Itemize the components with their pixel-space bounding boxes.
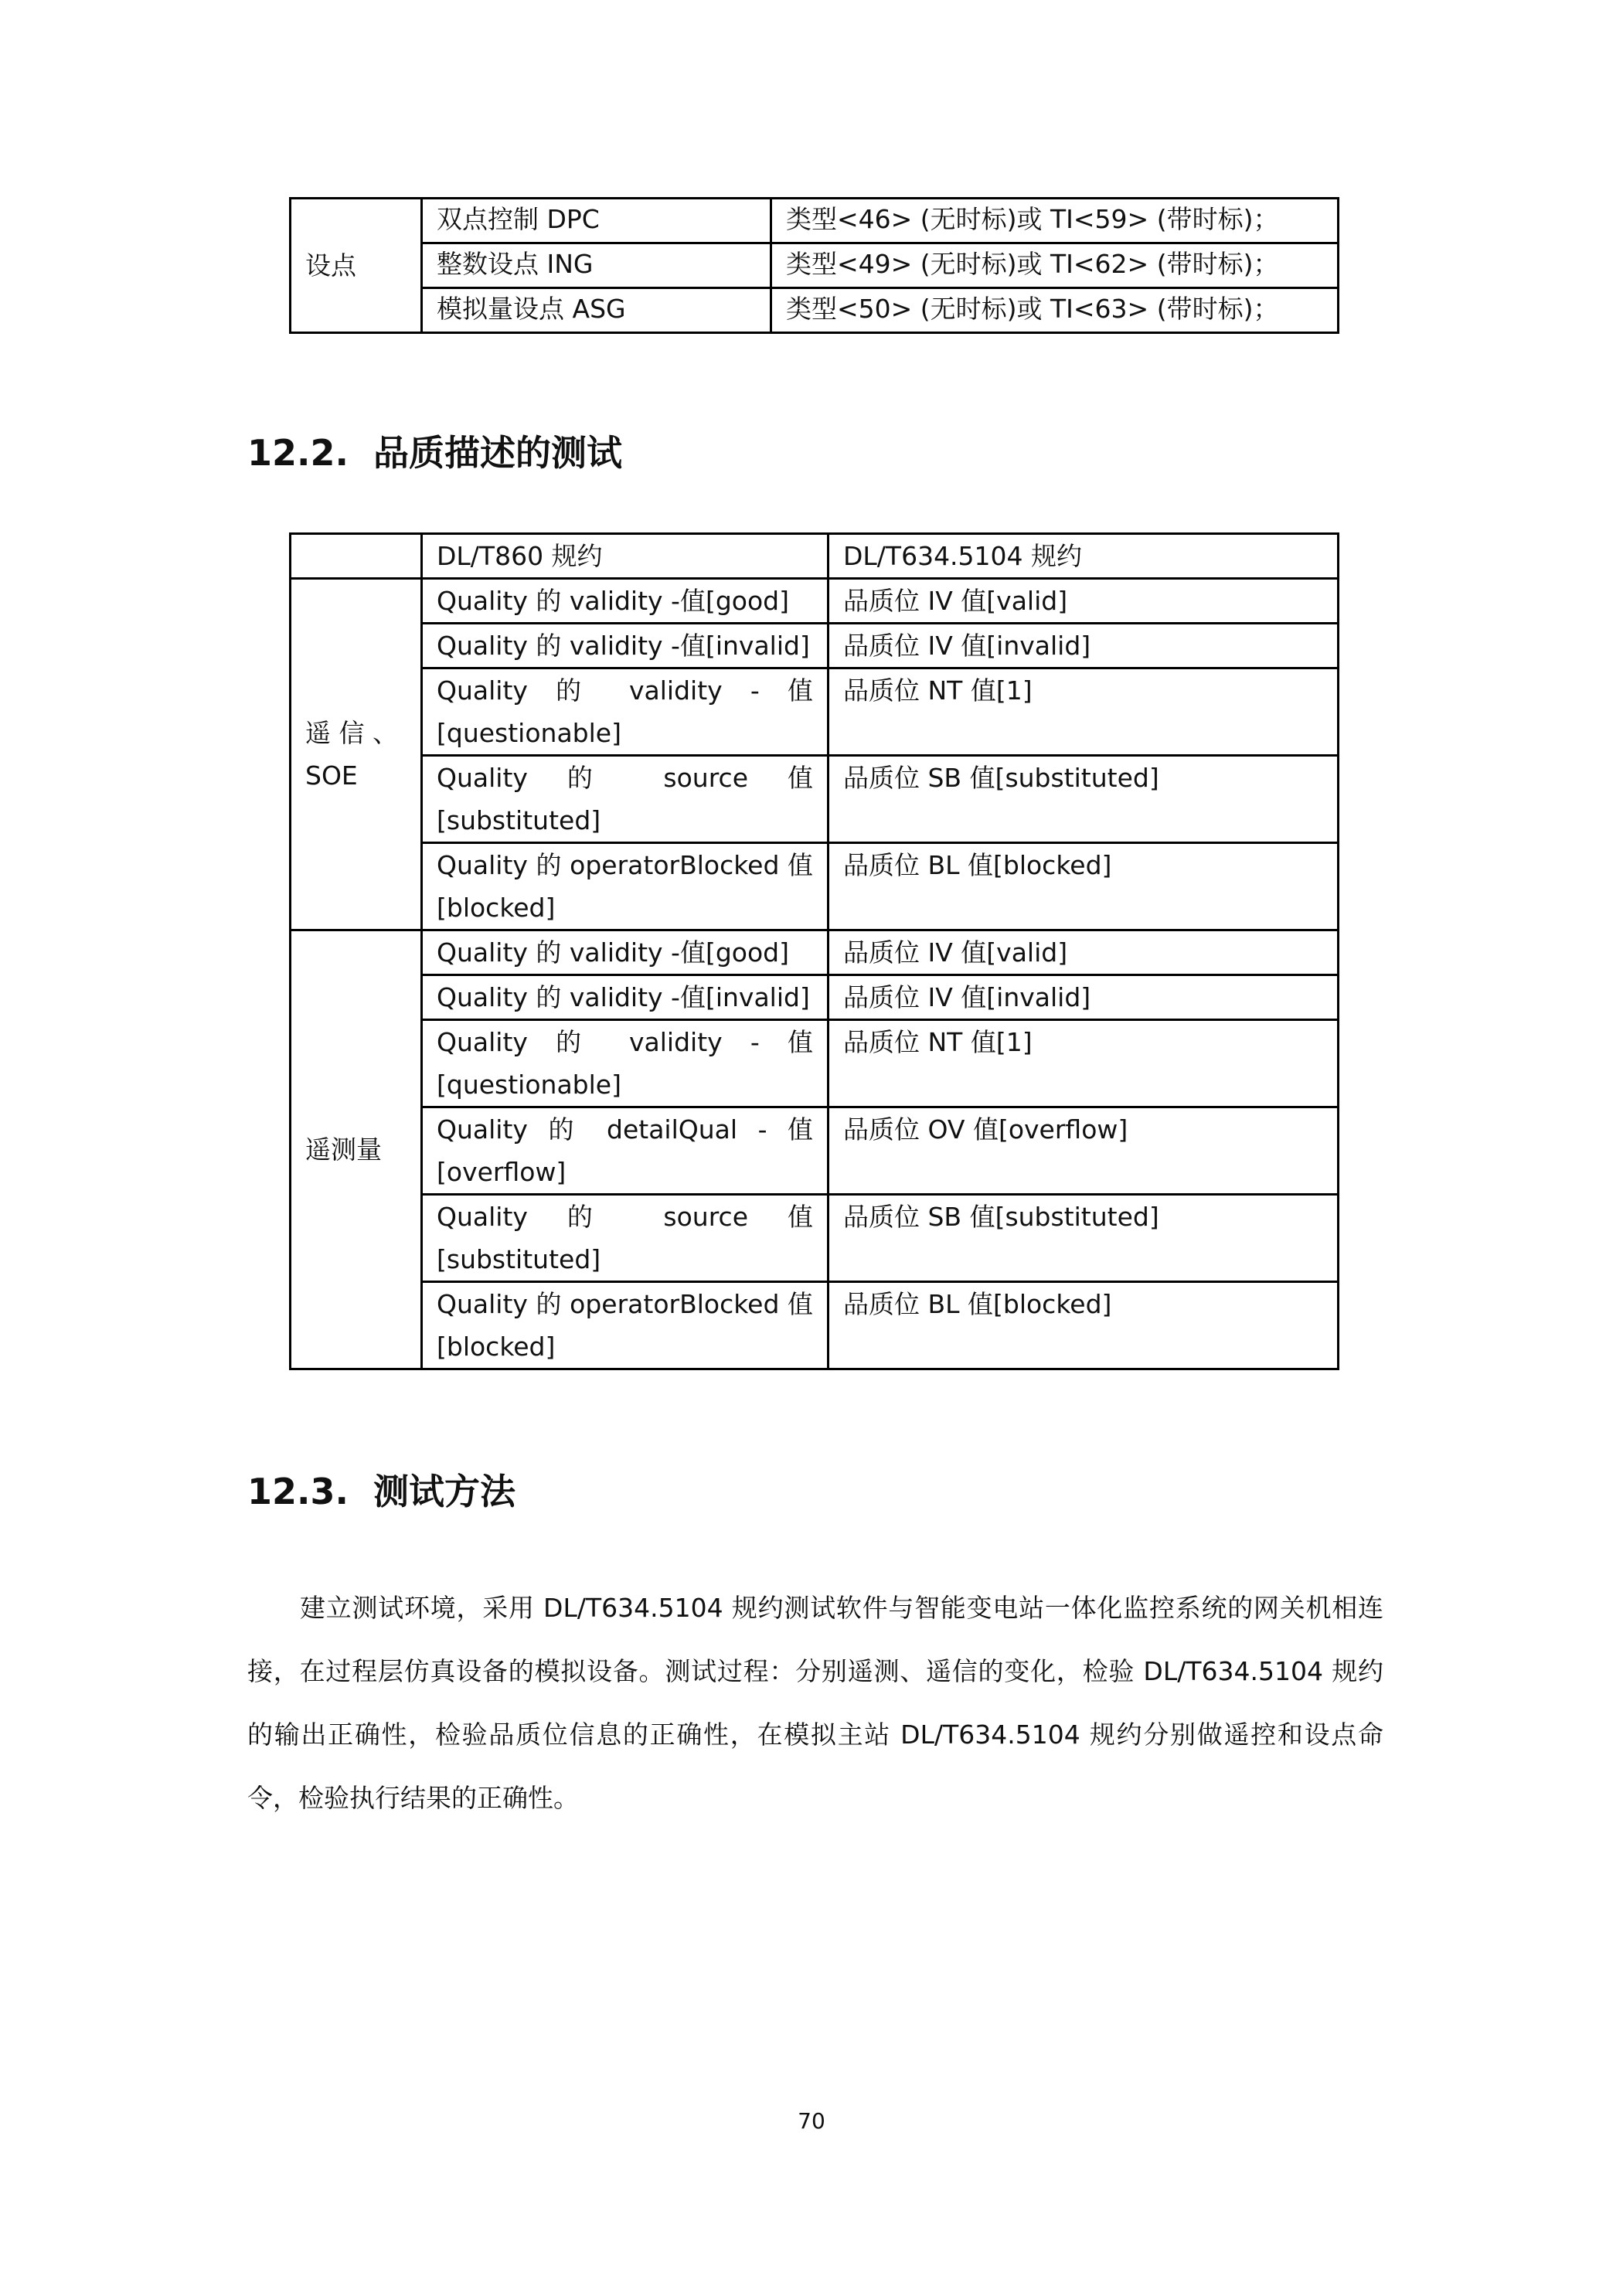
dlt634-cell: 品质位 SB 值[substituted] [829,1195,1339,1282]
setpoint-type-cell: 类型<50> (无时标)或 TI<63> (带时标)； [771,288,1339,333]
dlt860-cell: Quality 的 validity - 值 [questionable] [422,668,829,756]
category-cell-yaoceliang: 遥测量 [291,930,422,1369]
table-row [291,288,1339,333]
dlt634-cell: 品质位 IV 值[valid] [829,579,1339,624]
page-number: 70 [798,2108,825,2134]
dlt860-cell: Quality 的 detailQual - 值 [overflow] [422,1107,829,1195]
section-heading-12-2 [247,430,622,476]
setpoint-table [289,197,1339,334]
header-cell-empty [291,534,422,579]
section-title: 测试方法 [373,1471,516,1512]
dlt860-cell: Quality 的 validity -值[good] [422,579,829,624]
table-row [291,1107,1339,1195]
section-heading-12-3 [247,1468,515,1515]
dlt634-cell: 品质位 NT 值[1] [829,668,1339,756]
dlt634-cell: 品质位 IV 值[invalid] [829,624,1339,668]
dlt860-cell: Quality 的 validity -值[good] [422,930,829,975]
dlt860-cell: Quality 的 validity - 值 [questionable] [422,1020,829,1107]
table-row [291,1195,1339,1282]
setpoint-type-cell: 类型<46> (无时标)或 TI<59> (带时标)； [771,199,1339,243]
table-row [291,1020,1339,1107]
setpoint-name-cell: 整数设点 ING [422,243,771,288]
dlt634-cell: 品质位 BL 值[blocked] [829,843,1339,930]
section-title: 品质描述的测试 [373,432,623,474]
section-number: 12.2. [247,432,349,474]
table-row [291,1282,1339,1369]
dlt634-cell: 品质位 NT 值[1] [829,1020,1339,1107]
table-row [291,668,1339,756]
dlt860-cell: Quality 的 source 值 [substituted] [422,756,829,843]
table-row [291,843,1339,930]
section-number: 12.3. [247,1471,349,1512]
table-row [291,975,1339,1020]
table-row [291,199,1339,243]
dlt860-cell: Quality 的 operatorBlocked 值 [blocked] [422,843,829,930]
setpoint-type-cell: 类型<49> (无时标)或 TI<62> (带时标)； [771,243,1339,288]
quality-mapping-table [289,532,1339,1370]
dlt860-cell: Quality 的 operatorBlocked 值 [blocked] [422,1282,829,1369]
setpoint-name-cell: 模拟量设点 ASG [422,288,771,333]
setpoint-category-cell: 设点 [291,199,422,333]
setpoint-name-cell: 双点控制 DPC [422,199,771,243]
dlt634-cell: 品质位 IV 值[invalid] [829,975,1339,1020]
dlt634-cell: 品质位 IV 值[valid] [829,930,1339,975]
test-method-paragraph: 建立测试环境，采用 DL/T634.5104 规约测试软件与智能变电站一体化监控系统的网关机相连接，在过程层仿真设备的模拟设备。测试过程：分别遥测、遥信的变化，检验 DL/T634.5104 规约的输出正确性，检验品质位信息的正确性，在模拟主站 DL/T634.5104 规约分别做遥控和设点命令，检验执行结果的正确性。 [247,1593,1383,1813]
header-cell-dlt860: DL/T860 规约 [422,534,829,579]
table-row [291,930,1339,975]
dlt860-cell: Quality 的 validity -值[invalid] [422,975,829,1020]
dlt634-cell: 品质位 OV 值[overflow] [829,1107,1339,1195]
header-cell-dlt634: DL/T634.5104 规约 [829,534,1339,579]
dlt860-cell: Quality 的 source 值 [substituted] [422,1195,829,1282]
table-row [291,624,1339,668]
table-row [291,579,1339,624]
table-row [291,243,1339,288]
table-row [291,756,1339,843]
category-cell-yaoxin-soe: 遥 信 、 SOE [291,579,422,930]
dlt634-cell: 品质位 BL 值[blocked] [829,1282,1339,1369]
dlt860-cell: Quality 的 validity -值[invalid] [422,624,829,668]
table-header-row [291,534,1339,579]
dlt634-cell: 品质位 SB 值[substituted] [829,756,1339,843]
